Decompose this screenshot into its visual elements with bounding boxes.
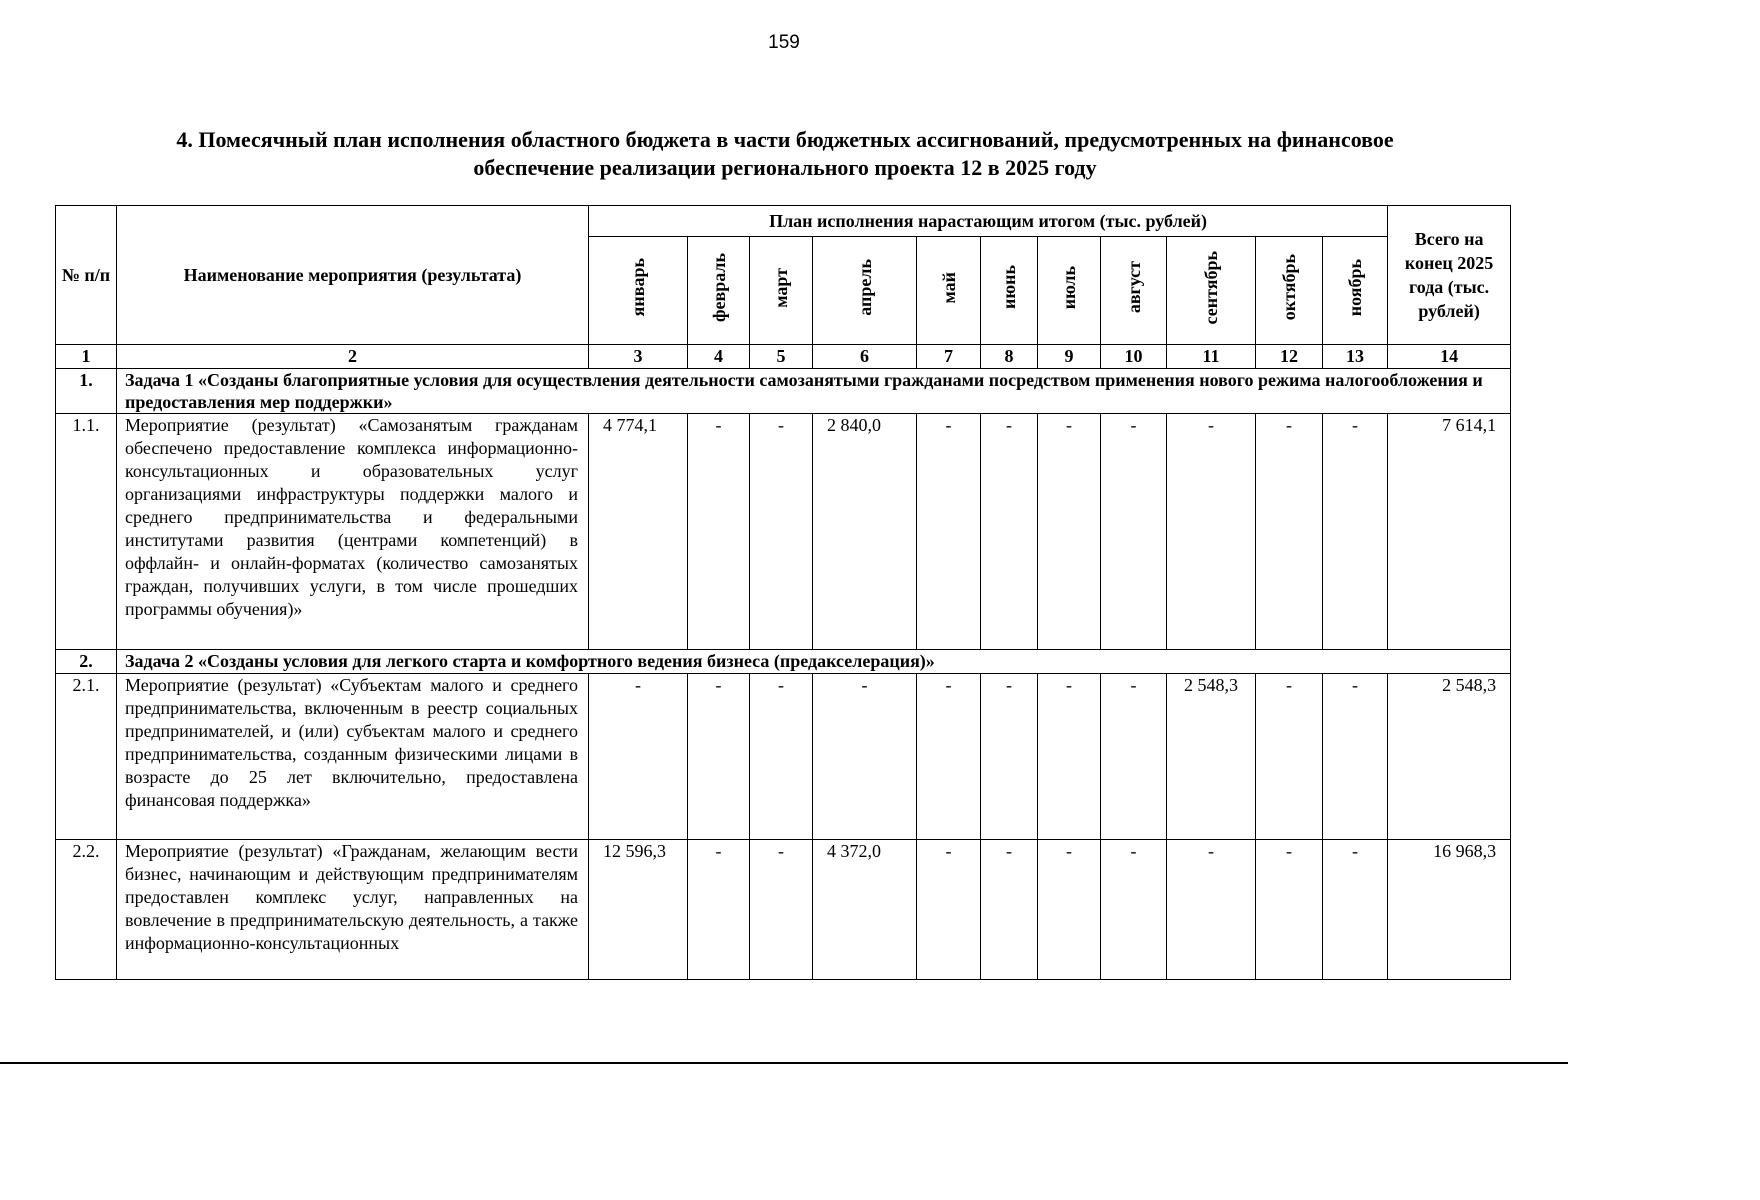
- column-number: 13: [1323, 345, 1388, 369]
- month-label: июнь: [999, 265, 1019, 310]
- month-label: май: [938, 271, 959, 304]
- row-name: Мероприятие (результат) «Самозанятым гражданам обеспечено предоставление комплекса информационно-консультационных и образовательных услуг организациями инфраструктуры поддержки малого и среднего предпринимательства и федеральными институтами развития (центрами компетенций) в оффлайн- и онлайн-форматах (количество самозанятых граждан, получивших услуги, в том числе прошедших программы обучения)»: [117, 414, 589, 650]
- column-number: 3: [589, 345, 688, 369]
- task-number: 2.: [56, 650, 117, 674]
- task-row: [56, 369, 1511, 414]
- month-value: -: [688, 674, 750, 840]
- month-value: -: [981, 674, 1038, 840]
- month-value: -: [917, 840, 981, 980]
- month-value: 4 372,0: [813, 840, 917, 980]
- month-value: -: [1256, 414, 1323, 650]
- month-value: -: [1038, 840, 1101, 980]
- column-number: 8: [981, 345, 1038, 369]
- month-value: -: [1323, 840, 1388, 980]
- header-month: [750, 237, 813, 345]
- column-number: 14: [1388, 345, 1511, 369]
- month-value: -: [813, 674, 917, 840]
- month-value: -: [917, 414, 981, 650]
- month-value: -: [1101, 674, 1167, 840]
- month-value: -: [1167, 414, 1256, 650]
- column-number: 4: [688, 345, 750, 369]
- row-total: 2 548,3: [1388, 674, 1511, 840]
- header-month: [917, 237, 981, 345]
- column-number: 9: [1038, 345, 1101, 369]
- row-number: 2.2.: [56, 840, 117, 980]
- month-value: 2 548,3: [1167, 674, 1256, 840]
- header-month: [813, 237, 917, 345]
- column-number-row: [56, 345, 1511, 369]
- header-month: [1038, 237, 1101, 345]
- column-number: 7: [917, 345, 981, 369]
- header-name: Наименование мероприятия (результата): [117, 206, 589, 345]
- row-total: 16 968,3: [1388, 840, 1511, 980]
- month-value: -: [1323, 674, 1388, 840]
- header-month: [1101, 237, 1167, 345]
- month-value: -: [1256, 840, 1323, 980]
- month-label: март: [771, 267, 791, 308]
- month-value: -: [1038, 674, 1101, 840]
- document-title: [60, 126, 1510, 182]
- page-bottom-rule: [0, 1062, 1568, 1064]
- header-month: [1256, 237, 1323, 345]
- row-total: 7 614,1: [1388, 414, 1511, 650]
- month-label: ноябрь: [1345, 258, 1366, 317]
- month-value: -: [750, 674, 813, 840]
- row-number: 1.1.: [56, 414, 117, 650]
- month-value: -: [589, 674, 688, 840]
- column-number: 10: [1101, 345, 1167, 369]
- column-number: 1: [56, 345, 117, 369]
- header-month: [981, 237, 1038, 345]
- header-plan: План исполнения нарастающим итогом (тыс. рублей): [589, 206, 1388, 237]
- month-value: -: [750, 414, 813, 650]
- month-label: январь: [628, 258, 648, 317]
- task-title: Задача 1 «Созданы благоприятные условия для осуществления деятельности самозанятыми гражданами посредством применения нового режима налогообложения и предоставления мер поддержки»: [117, 369, 1511, 414]
- month-value: -: [688, 414, 750, 650]
- budget-plan-table: [55, 205, 1511, 980]
- row-number: 2.1.: [56, 674, 117, 840]
- month-value: -: [1101, 840, 1167, 980]
- table-row: [56, 414, 1511, 650]
- month-label: февраль: [708, 253, 729, 322]
- month-label: сентябрь: [1201, 250, 1221, 325]
- month-value: 2 840,0: [813, 414, 917, 650]
- task-title: Задача 2 «Созданы условия для легкого старта и комфортного ведения бизнеса (предакселерация)»: [117, 650, 1511, 674]
- column-number: 5: [750, 345, 813, 369]
- column-number: 11: [1167, 345, 1256, 369]
- month-label: апрель: [854, 259, 875, 316]
- document-title-line-1: 4. Помесячный план исполнения областного бюджета в части бюджетных ассигнований, предусмотренных на финансовое: [176, 127, 1394, 152]
- column-number: 12: [1256, 345, 1323, 369]
- month-value: -: [1167, 840, 1256, 980]
- month-value: -: [1038, 414, 1101, 650]
- month-label: август: [1123, 261, 1144, 314]
- month-label: октябрь: [1279, 254, 1299, 321]
- month-value: -: [981, 840, 1038, 980]
- header-num: № п/п: [56, 206, 117, 345]
- header-month: [589, 237, 688, 345]
- month-value: -: [1323, 414, 1388, 650]
- row-name: Мероприятие (результат) «Гражданам, желающим вести бизнес, начинающим и действующим предпринимателям предоставлен комплекс услуг, направленных на вовлечение в предпринимательскую деятельность, а также информационно-консультационных: [117, 840, 589, 980]
- row-name: Мероприятие (результат) «Субъектам малого и среднего предпринимательства, включенным в реестр социальных предпринимателей, и (или) субъектам малого и среднего предпринимательства, созданным физическими лицами в возрасте до 25 лет включительно, предоставлена финансовая поддержка»: [117, 674, 589, 840]
- page-number: 159: [768, 32, 800, 53]
- month-value: -: [1101, 414, 1167, 650]
- table-row: [56, 840, 1511, 980]
- column-number: 2: [117, 345, 589, 369]
- header-total: Всего на конец 2025 года (тыс. рублей): [1388, 206, 1511, 345]
- month-label: июль: [1059, 265, 1079, 310]
- table-header-row-top: [56, 206, 1511, 237]
- month-value: 12 596,3: [589, 840, 688, 980]
- header-month: [1323, 237, 1388, 345]
- header-month: [1167, 237, 1256, 345]
- task-row: [56, 650, 1511, 674]
- document-title-line-2: обеспечение реализации регионального проекта 12 в 2025 году: [473, 155, 1097, 180]
- column-number: 6: [813, 345, 917, 369]
- month-value: -: [750, 840, 813, 980]
- month-value: -: [917, 674, 981, 840]
- month-value: -: [1256, 674, 1323, 840]
- task-number: 1.: [56, 369, 117, 414]
- header-month: [688, 237, 750, 345]
- table-row: [56, 674, 1511, 840]
- month-value: 4 774,1: [589, 414, 688, 650]
- month-value: -: [981, 414, 1038, 650]
- month-value: -: [688, 840, 750, 980]
